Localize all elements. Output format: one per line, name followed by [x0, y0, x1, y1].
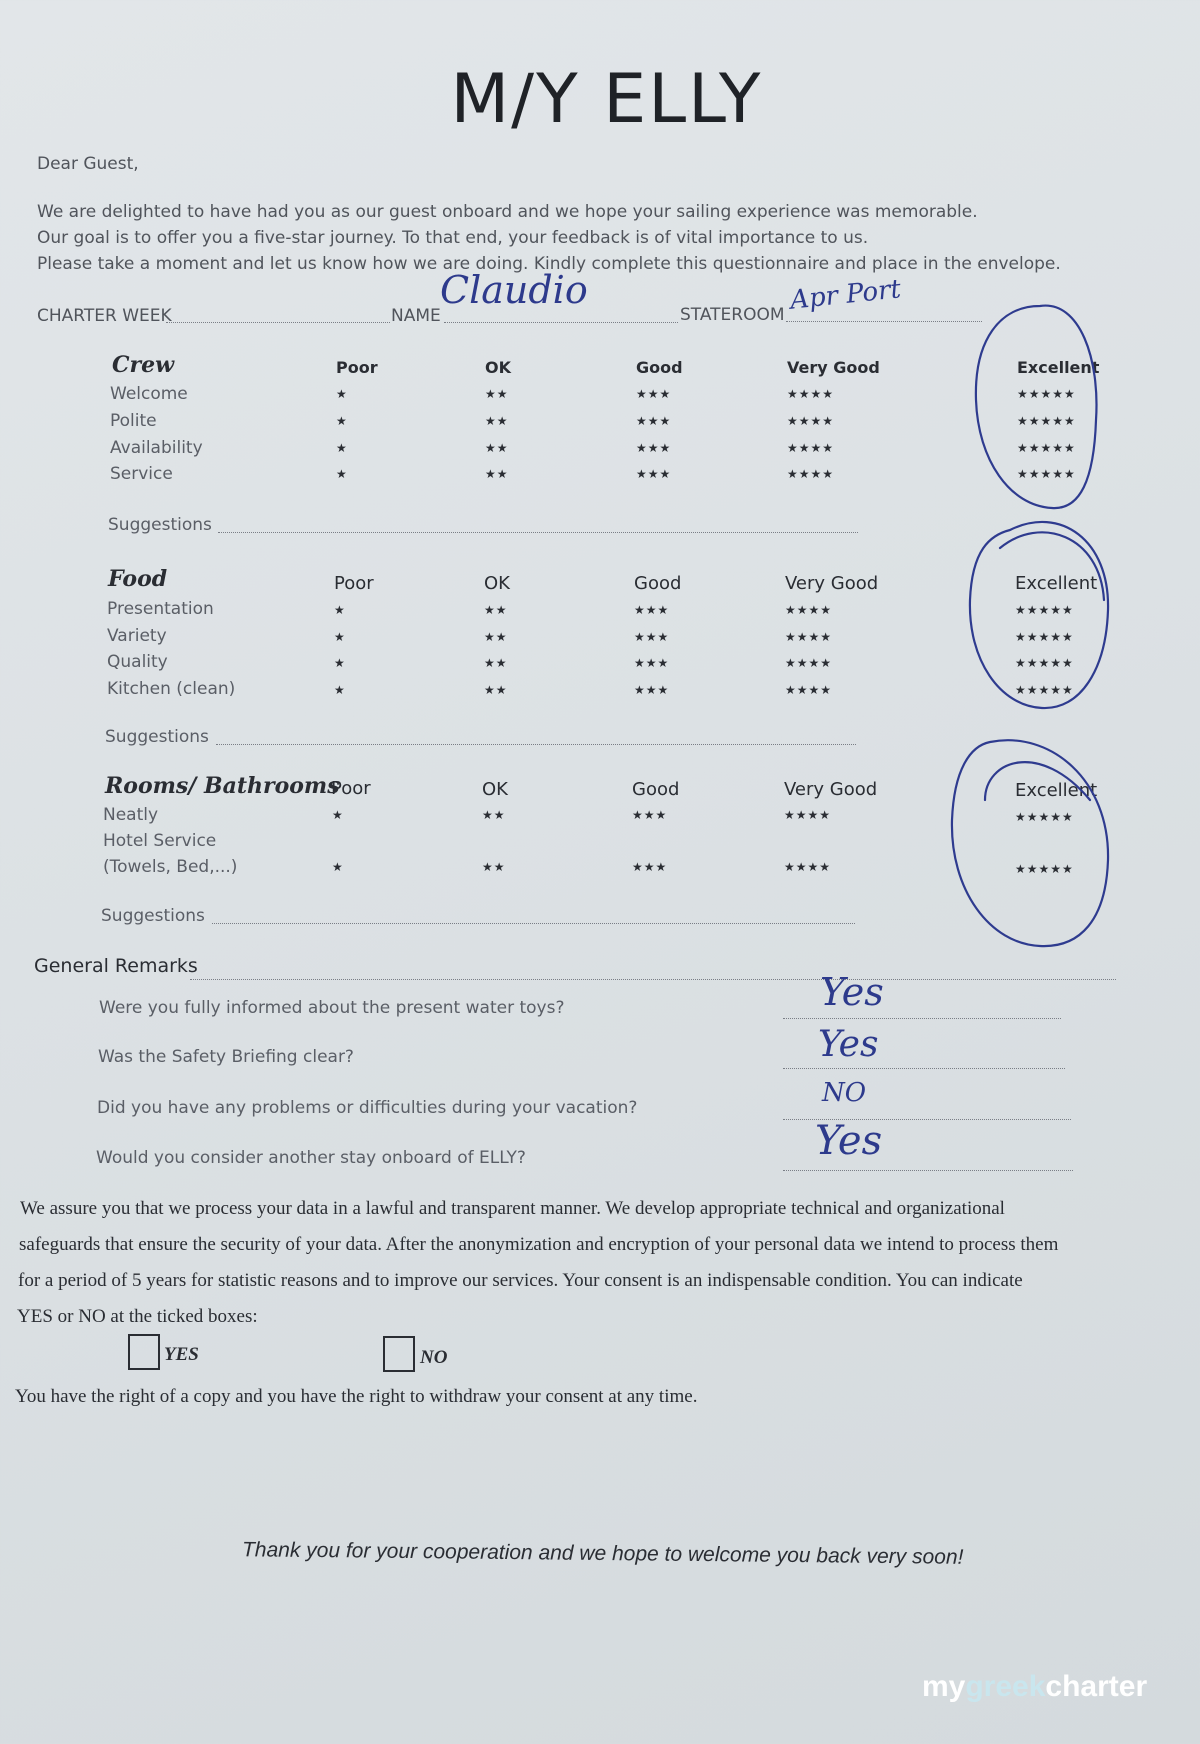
rooms-header-excellent: Excellent [1015, 780, 1098, 801]
food-section-title: Food [108, 566, 168, 592]
general-remarks-label: General Remarks [34, 955, 198, 977]
crew-item-service: Service [110, 464, 173, 484]
rooms-neatly-star-4[interactable]: ★★★★ [784, 808, 832, 822]
crew-header-poor: Poor [336, 358, 378, 377]
food-item-variety: Variety [107, 626, 167, 646]
crew-welcome-star-4[interactable]: ★★★★ [787, 387, 835, 401]
crew-polite-star-1[interactable]: ★ [336, 414, 348, 428]
food-item-kitchen: Kitchen (clean) [107, 679, 236, 699]
crew-polite-star-4[interactable]: ★★★★ [787, 414, 835, 428]
food-quality-star-5[interactable]: ★★★★★ [1015, 656, 1074, 670]
crew-polite-star-3[interactable]: ★★★ [636, 414, 672, 428]
consent-no-label: NO [420, 1347, 448, 1368]
crew-availability-star-2[interactable]: ★★ [485, 441, 509, 455]
rooms-item-towels-bed: (Towels, Bed,...) [103, 857, 238, 877]
crew-item-welcome: Welcome [110, 384, 188, 404]
rooms-neatly-star-1[interactable]: ★ [332, 808, 344, 822]
privacy-line-4: YES or NO at the ticked boxes: [17, 1306, 258, 1327]
crew-welcome-star-3[interactable]: ★★★ [636, 387, 672, 401]
crew-excellent-circle [976, 306, 1100, 509]
name-handwritten-value: Claudio [440, 268, 588, 312]
food-quality-star-1[interactable]: ★ [334, 656, 346, 670]
food-quality-star-4[interactable]: ★★★★ [785, 656, 833, 670]
food-presentation-star-1[interactable]: ★ [334, 603, 346, 617]
question-4: Would you consider another stay onboard of ELLY? [96, 1148, 526, 1168]
food-header-poor: Poor [334, 573, 374, 594]
food-header-good: Good [634, 573, 682, 594]
crew-service-star-4[interactable]: ★★★★ [787, 467, 835, 481]
greeting: Dear Guest, [37, 154, 139, 174]
rooms-suggestions-label: Suggestions [101, 906, 205, 926]
food-header-excellent: Excellent [1015, 573, 1098, 594]
name-label: NAME [391, 306, 441, 326]
food-excellent-circle [970, 522, 1108, 708]
rooms-hotel-star-5[interactable]: ★★★★★ [1015, 862, 1074, 876]
crew-polite-star-5[interactable]: ★★★★★ [1017, 414, 1076, 428]
answer-3-handwritten: NO [822, 1078, 867, 1108]
rooms-neatly-star-3[interactable]: ★★★ [632, 808, 668, 822]
intro-line-2: Our goal is to offer you a five-star journey. To that end, your feedback is of vital importance to us. [37, 228, 869, 248]
stateroom-handwritten-value: Apr Port [788, 274, 903, 316]
crew-availability-star-3[interactable]: ★★★ [636, 441, 672, 455]
crew-service-star-5[interactable]: ★★★★★ [1017, 467, 1076, 481]
crew-suggestions-label: Suggestions [108, 515, 212, 535]
food-variety-star-2[interactable]: ★★ [484, 630, 508, 644]
rooms-hotel-star-2[interactable]: ★★ [482, 860, 506, 874]
crew-welcome-star-2[interactable]: ★★ [485, 387, 509, 401]
food-variety-star-3[interactable]: ★★★ [634, 630, 670, 644]
food-quality-star-2[interactable]: ★★ [484, 656, 508, 670]
food-kitchen-star-4[interactable]: ★★★★ [785, 683, 833, 697]
answer-2-handwritten: Yes [818, 1024, 879, 1065]
rooms-item-hotel-service: Hotel Service [103, 831, 217, 851]
crew-item-polite: Polite [110, 411, 157, 431]
food-variety-star-4[interactable]: ★★★★ [785, 630, 833, 644]
crew-availability-star-4[interactable]: ★★★★ [787, 441, 835, 455]
thank-you-line: Thank you for your cooperation and we hope to welcome you back very soon! [241, 1538, 964, 1569]
food-suggestions-label: Suggestions [105, 727, 209, 747]
intro-line-3: Please take a moment and let us know how we are doing. Kindly complete this questionnaire and place in the envelope. [37, 254, 1061, 274]
food-variety-star-5[interactable]: ★★★★★ [1015, 630, 1074, 644]
food-item-quality: Quality [107, 652, 168, 672]
food-presentation-star-2[interactable]: ★★ [484, 603, 508, 617]
crew-service-star-2[interactable]: ★★ [485, 467, 509, 481]
crew-service-star-3[interactable]: ★★★ [636, 467, 672, 481]
crew-header-good: Good [636, 358, 683, 377]
watermark-logo: mygreekcharter [922, 1670, 1148, 1703]
rooms-hotel-star-1[interactable]: ★ [332, 860, 344, 874]
food-item-presentation: Presentation [107, 599, 214, 619]
rooms-header-poor: Poor [331, 778, 371, 799]
rooms-section-title: Rooms/ Bathrooms [105, 773, 340, 799]
crew-polite-star-2[interactable]: ★★ [485, 414, 509, 428]
rooms-neatly-star-2[interactable]: ★★ [482, 808, 506, 822]
food-kitchen-star-5[interactable]: ★★★★★ [1015, 683, 1074, 697]
answer-4-handwritten: Yes [815, 1118, 883, 1164]
food-quality-star-3[interactable]: ★★★ [634, 656, 670, 670]
charter-week-label: CHARTER WEEK [37, 306, 172, 326]
privacy-line-2: safeguards that ensure the security of your data. After the anonymization and encryption of your personal data we intend to process them [19, 1234, 1059, 1255]
rooms-neatly-star-5[interactable]: ★★★★★ [1015, 810, 1074, 824]
question-3: Did you have any problems or difficulties during your vacation? [97, 1098, 638, 1118]
food-kitchen-star-3[interactable]: ★★★ [634, 683, 670, 697]
stateroom-label: STATEROOM [680, 305, 785, 325]
crew-section-title: Crew [112, 352, 175, 378]
food-presentation-star-3[interactable]: ★★★ [634, 603, 670, 617]
privacy-line-1: We assure you that we process your data in a lawful and transparent manner. We develop appropriate technical and organizational [20, 1198, 1005, 1219]
food-header-ok: OK [484, 573, 510, 594]
rooms-hotel-star-3[interactable]: ★★★ [632, 860, 668, 874]
rooms-item-neatly: Neatly [103, 805, 159, 825]
consent-yes-label: YES [164, 1344, 199, 1365]
answer-1-handwritten: Yes [820, 970, 884, 1014]
intro-line-1: We are delighted to have had you as our guest onboard and we hope your sailing experience was memorable. [37, 202, 978, 222]
food-kitchen-star-1[interactable]: ★ [334, 683, 346, 697]
crew-availability-star-1[interactable]: ★ [336, 441, 348, 455]
crew-header-very-good: Very Good [787, 358, 880, 377]
food-variety-star-1[interactable]: ★ [334, 630, 346, 644]
crew-header-ok: OK [485, 358, 511, 377]
privacy-line-3: for a period of 5 years for statistic reasons and to improve our services. Your consent is an indispensable condition. You can indicate [18, 1270, 1023, 1291]
food-presentation-star-5[interactable]: ★★★★★ [1015, 603, 1074, 617]
rooms-header-ok: OK [482, 779, 508, 800]
document-title: M/Y ELLY [450, 60, 763, 139]
copy-right-line: You have the right of a copy and you have the right to withdraw your consent at any time. [15, 1386, 698, 1407]
question-1: Were you fully informed about the present water toys? [99, 998, 565, 1018]
crew-service-star-1[interactable]: ★ [336, 467, 348, 481]
crew-availability-star-5[interactable]: ★★★★★ [1017, 441, 1076, 455]
food-presentation-star-4[interactable]: ★★★★ [785, 603, 833, 617]
crew-item-availability: Availability [110, 438, 203, 458]
rooms-excellent-circle [952, 740, 1108, 946]
rooms-header-good: Good [632, 779, 680, 800]
question-2: Was the Safety Briefing clear? [98, 1047, 354, 1067]
rooms-hotel-star-4[interactable]: ★★★★ [784, 860, 832, 874]
crew-welcome-star-5[interactable]: ★★★★★ [1017, 387, 1076, 401]
rooms-header-very-good: Very Good [784, 779, 878, 800]
food-header-very-good: Very Good [785, 573, 879, 594]
crew-header-excellent: Excellent [1017, 358, 1100, 377]
food-kitchen-star-2[interactable]: ★★ [484, 683, 508, 697]
crew-welcome-star-1[interactable]: ★ [336, 387, 348, 401]
